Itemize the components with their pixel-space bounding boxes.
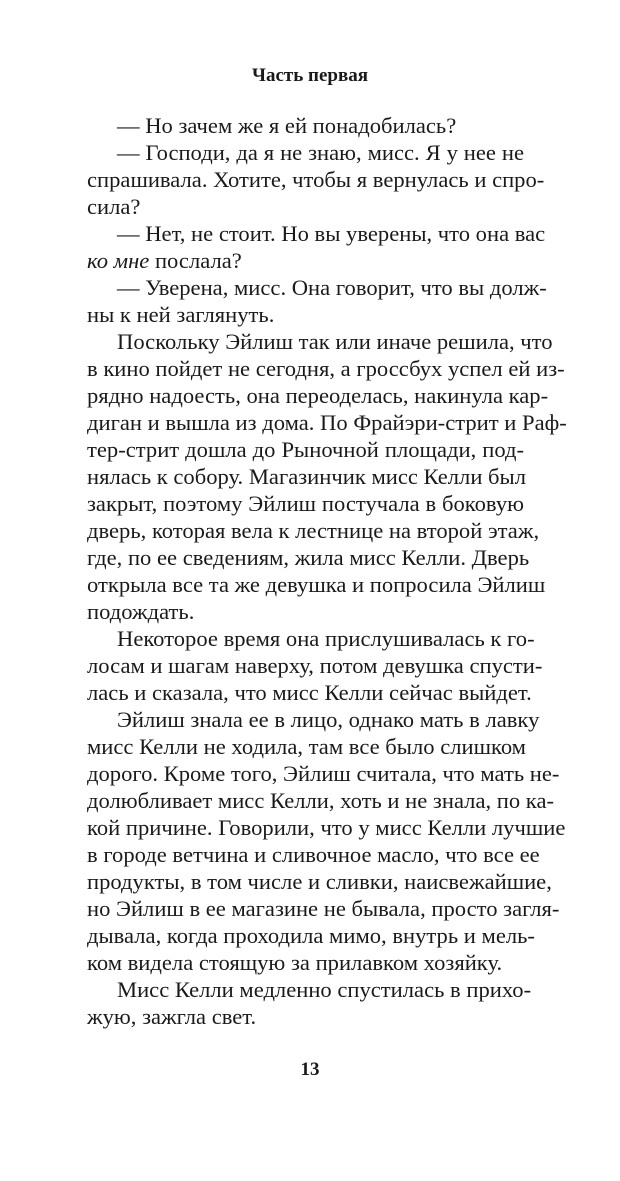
- text-line: Эйлиш знала ее в лицо, однако мать в лавку: [117, 707, 540, 732]
- text-line: лась и сказала, что мисс Келли сейчас выйдет.: [87, 680, 532, 705]
- text-line: долюбливает мисс Келли, хоть и не знала, по ка-: [87, 788, 554, 813]
- text-line: Поскольку Эйлиш так или иначе решила, что: [117, 329, 553, 354]
- text-line: в кино пойдет не сегодня, а гроссбух успел ей из-: [87, 356, 565, 381]
- text-line: закрыт, поэтому Эйлиш постучала в боковую: [87, 491, 524, 516]
- text-line: продукты, в том числе и сливки, наисвежайшие,: [87, 869, 552, 894]
- text-line: жую, зажгла свет.: [87, 1004, 257, 1029]
- text-fragment: послала?: [149, 248, 242, 273]
- text-line: ком видела стоящую за прилавком хозяйку.: [87, 950, 503, 975]
- text-line: — Но зачем же я ей понадобилась?: [117, 113, 457, 138]
- text-line: мисс Келли не ходила, там все было слишком: [87, 734, 526, 759]
- text-line: дывала, когда проходила мимо, внутрь и мель-: [87, 923, 535, 948]
- text-line: тер-стрит дошла до Рыночной площади, под-: [87, 437, 524, 462]
- page-number: 13: [300, 1059, 320, 1080]
- text-line: где, по ее сведениям, жила мисс Келли. Дверь: [87, 545, 530, 570]
- italic-phrase: ко мне: [87, 248, 150, 273]
- text-line: в городе ветчина и сливочное масло, что все ее: [87, 842, 540, 867]
- text-line: — Уверена, мисс. Она говорит, что вы долж-: [117, 275, 547, 300]
- text-line: кой причине. Говорили, что у мисс Келли лучшие: [87, 815, 566, 840]
- text-line: Некоторое время она прислушивалась к го-: [117, 626, 535, 651]
- text-line: но Эйлиш в ее магазине не бывала, просто загля-: [87, 896, 560, 921]
- text-line: подождать.: [87, 599, 195, 624]
- text-line: — Нет, не стоит. Но вы уверены, что она вас: [117, 221, 546, 246]
- text-line: дверь, которая вела к лестнице на второй этаж,: [87, 518, 540, 543]
- text-line: дорого. Кроме того, Эйлиш считала, что мать не-: [87, 761, 560, 786]
- running-header: Часть первая: [252, 65, 368, 86]
- text-line: [87, 247, 524, 274]
- text-line: открыла все та же девушка и попросила Эйлиш: [87, 572, 546, 597]
- text-line: нялась к собору. Магазинчик мисс Келли был: [87, 464, 527, 489]
- text-line: сила?: [87, 194, 141, 219]
- text-line: ны к ней заглянуть.: [87, 302, 275, 327]
- body-text: [87, 112, 567, 1030]
- text-line: лосам и шагам наверху, потом девушка спусти-: [87, 653, 543, 678]
- text-line: рядно надоесть, она переоделась, накинула кар-: [87, 383, 549, 408]
- text-line: диган и вышла из дома. По Фрайэри-стрит и Раф-: [87, 410, 567, 435]
- text-line: — Господи, да я не знаю, мисс. Я у нее не: [117, 140, 524, 165]
- text-line: спрашивала. Хотите, чтобы я вернулась и спро-: [87, 167, 545, 192]
- text-line: Мисс Келли медленно спустилась в прихо-: [117, 977, 532, 1002]
